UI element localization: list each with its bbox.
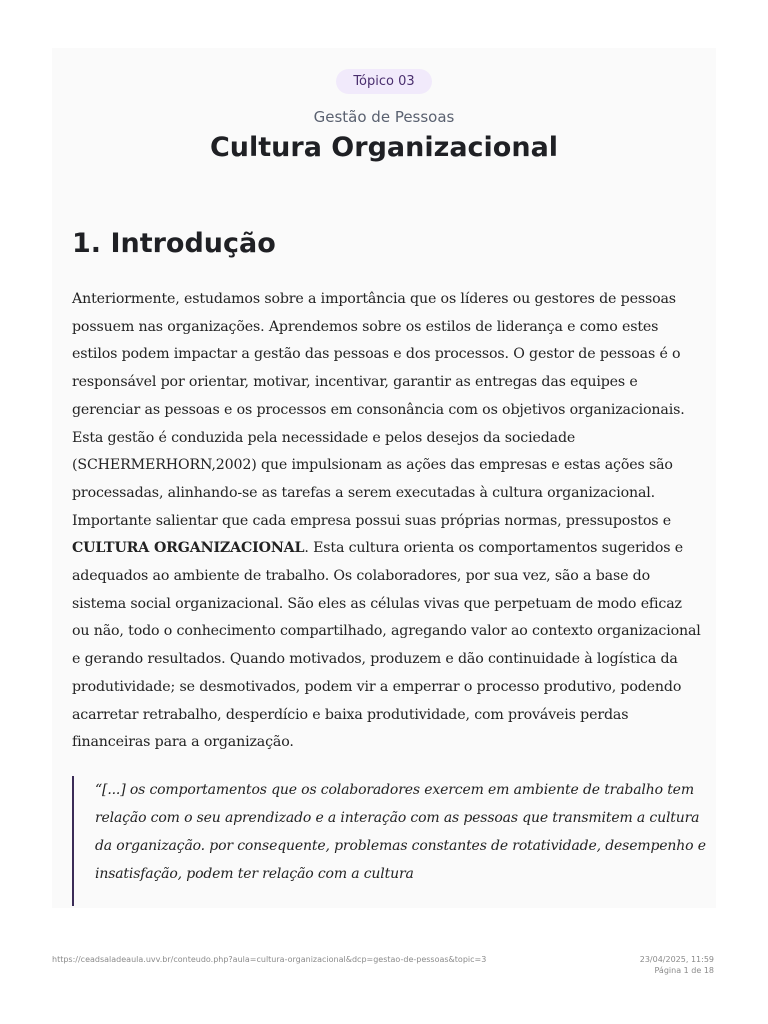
footer-url: https://ceadsaladeaula.uvv.br/conteudo.php?aula=cultura-organizacional&dcp=gestao-de-pessoas&topic=3 <box>52 955 487 964</box>
paragraph-text-1: Anteriormente, estudamos sobre a importância que os líderes ou gestores de pessoas possuem nas organizações. Aprendemos sobre os estilos de liderança e como estes estilos podem impactar a gestão das pessoas e dos processos. O gestor de pessoas é o responsável por orientar, motivar, incentivar, garantir as entregas das equipes e gerenciar as pessoas e os processos em consonância com os objetivos organizacionais. Esta gestão é conduzida pela necessidade e pelos desejos da sociedade (SCHERMERHORN,2002) que impulsionam as ações das empresas e estas ações são processadas, alinhando-se as tarefas a serem executadas à cultura organizacional. Importante salientar que cada empresa possui suas próprias normas, pressupostos e <box>72 291 685 529</box>
course-name: Gestão de Pessoas <box>313 108 455 126</box>
content-card <box>52 48 716 908</box>
footer-page-number: Página 1 de 18 <box>654 966 714 975</box>
section-heading: 1. Introdução <box>72 228 276 259</box>
blockquote: “[...] os comportamentos que os colaboradores exercem em ambiente de trabalho tem relação com o seu aprendizado e a interação com as pessoas que transmitem a cultura da organização. por consequente, problemas constantes de rotatividade, desempenho e insatisfação, podem ter relação com a cultura <box>72 776 715 906</box>
paragraph-text-2: . Esta cultura orienta os comportamentos sugeridos e adequados ao ambiente de trabalho. Os colaboradores, por sua vez, são a base do sistema social organizacional. São eles as células vivas que perpetuam de modo eficaz ou não, todo o conhecimento compartilhado, agregando valor ao contexto organizacional e gerando resultados. Quando motivados, produzem e dão continuidade à logística da produtividade; se desmotivados, podem vir a emperrar o processo produtivo, podendo acarretar retrabalho, desperdício e baixa produtividade, com prováveis perdas financeiras para a organização. <box>72 540 701 751</box>
paragraph-bold-term: CULTURA ORGANIZACIONAL <box>72 540 305 557</box>
topic-badge: Tópico 03 <box>336 69 432 94</box>
intro-paragraph <box>72 286 702 757</box>
footer-datetime: 23/04/2025, 11:59 <box>639 955 714 964</box>
page-title: Cultura Organizacional <box>209 132 559 163</box>
